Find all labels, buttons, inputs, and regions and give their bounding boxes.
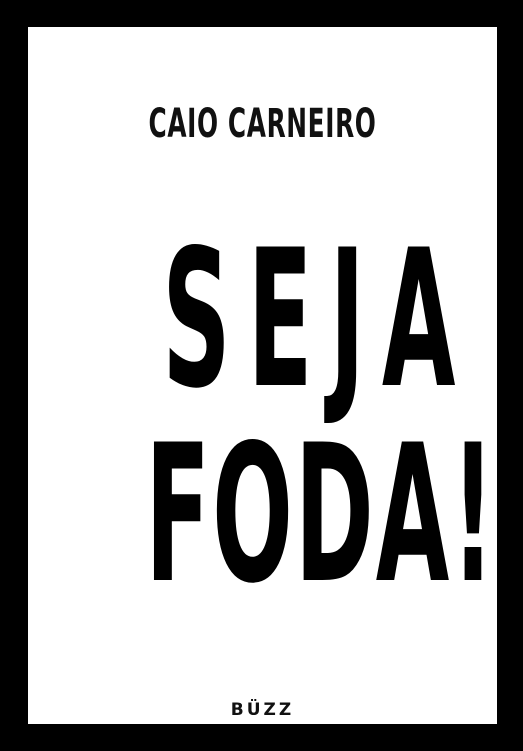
title-line-1: SEJA: [162, 209, 473, 430]
title-line-2: FODA!: [145, 404, 497, 625]
author-name: CAIO CARNEIRO: [148, 101, 377, 147]
publisher-logo: BÜZZ: [230, 700, 295, 720]
cover-page: [28, 27, 497, 724]
